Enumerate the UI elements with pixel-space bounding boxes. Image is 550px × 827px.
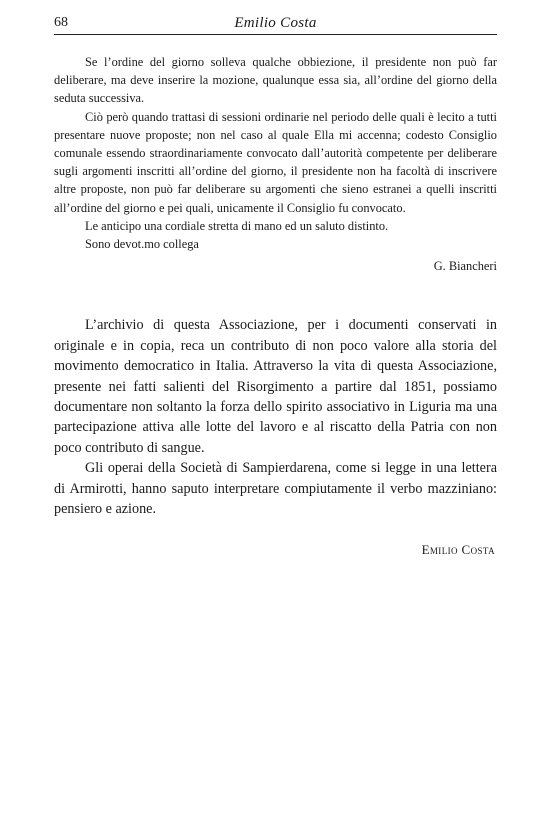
book-page xyxy=(54,14,497,558)
letter-paragraph-2: Ciò però quando trattasi di sessioni ordinarie nel periodo delle quali è lecito a tutti presentare nuove proposte; non nel caso al quale Ella mi accenna; codesto Consiglio comunale essendo straordinariamente convocato dall’autorità competente per deliberare sugli argomenti inscritti all’ordine del giorno, il presidente non ha facoltà di inscrivere altre proposte, non può far deliberare su argomenti che sieno estranei a quelli inscritti all’ordine del giorno e pei quali, unicamente il Consiglio fu convocato. xyxy=(54,109,497,215)
author-signature: Emilio Costa xyxy=(421,541,495,557)
essay-text xyxy=(54,315,497,519)
running-head xyxy=(54,14,497,34)
page-number: 68 xyxy=(54,15,68,30)
quoted-letter xyxy=(54,53,497,275)
letter-paragraph-3: Le anticipo una cordiale stretta di mano ed un saluto distinto. xyxy=(85,218,389,233)
running-title: Emilio Costa xyxy=(234,15,317,31)
header-rule xyxy=(54,34,497,35)
letter-paragraph-1: Se l’ordine del giorno solleva qualche obbiezione, il presidente non può far deliberare, ma deve inserire la mozione, qualunque essa sia, all’ordine del giorno della seduta successiva. xyxy=(54,55,497,106)
letter-closing: Sono devot.mo collega xyxy=(85,237,199,252)
essay-paragraph-2: Gli operai della Società di Sampierdarena, come si legge in una lettera di Armirotti, hanno saputo interpretare compiutamente il verbo mazziniano: pensiero e azione. xyxy=(54,460,497,518)
essay-paragraph-1: L’archivio di questa Associazione, per i documenti conservati in originale e in copia, reca un contributo di non poco valore alla storia del movimento democratico in Italia. Attraverso la vita di questa Associazione, presente nei fatti salienti del Risorgimento a partire dal 1851, possiamo documentare non soltanto la forza dello spirito associativo in Liguria ma una partecipazione attiva alle lotte del lavoro e al riscatto della Patria con non poco contributo di sangue. xyxy=(54,317,497,456)
letter-signature: G. Biancheri xyxy=(433,259,497,274)
